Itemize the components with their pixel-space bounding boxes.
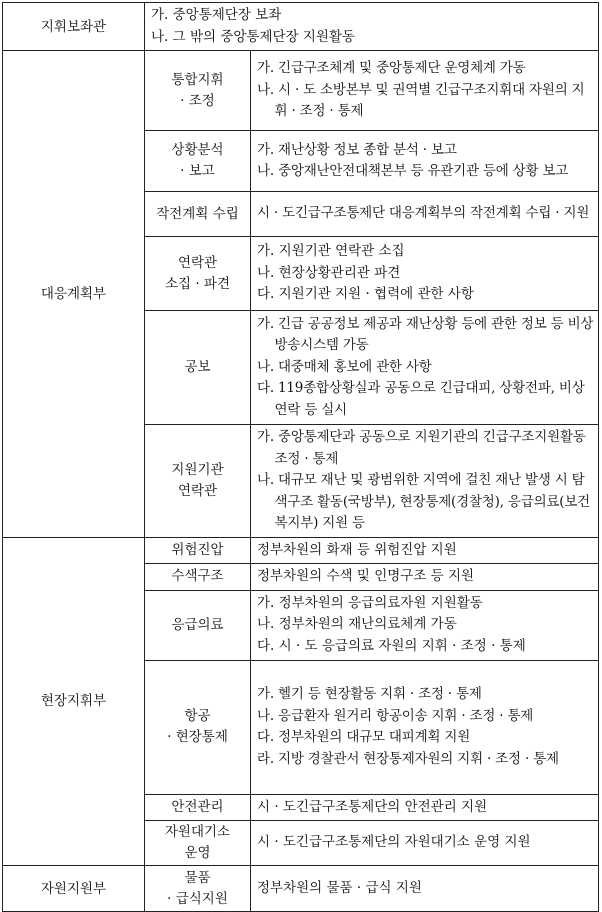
team-cell: 공보 [145, 311, 251, 425]
team-cell: 안전관리 [145, 794, 251, 821]
team-cell: 항공 · 현장통제 [145, 660, 251, 794]
table-row [3, 866, 599, 912]
team-cell: 통합지휘 · 조정 [145, 51, 251, 131]
task-item: 정부차원의 물품 · 급식 지원 [257, 879, 422, 896]
task-item: 시 · 도긴급구조통제단의 안전관리 지원 [257, 798, 488, 815]
task-cell [251, 660, 599, 794]
task-item: 정부차원의 수색 및 인명구조 등 지원 [257, 568, 475, 584]
team-cell: 상황분석 · 보고 [145, 131, 251, 192]
task-item: 가. 지원기관 연락관 소집 [257, 243, 405, 260]
task-cell [251, 590, 599, 660]
table-row [3, 3, 599, 51]
task-item: 나. 중앙재난안전대책본부 등 유관기관 등에 상황 보고 [257, 163, 569, 179]
task-cell [251, 537, 599, 564]
task-item: 라. 지방 경찰관서 현장통제자원의 지휘 · 조정 · 통제 [257, 750, 559, 767]
table-row [3, 51, 599, 131]
task-item: 시 · 도긴급구조통제단의 자원대기소 운영 지원 [257, 834, 531, 851]
team-cell: 수색구조 [145, 564, 251, 591]
department-cell: 자원지원부 [3, 866, 145, 912]
organization-duties-table [2, 2, 599, 912]
table-row [3, 537, 599, 564]
team-cell: 물품 · 급식지원 [145, 866, 251, 912]
team-cell: 응급의료 [145, 590, 251, 660]
task-item: 다. 지원기관 지원 · 협력에 관한 사항 [257, 286, 474, 303]
department-cell: 지휘보좌관 [3, 3, 145, 51]
team-cell: 작전계획 수립 [145, 192, 251, 237]
team-cell: 자원대기소 운영 [145, 821, 251, 866]
task-cell [251, 311, 599, 425]
task-item: 다. 시 · 도 응급의료 자원의 지휘 · 조정 · 통제 [257, 637, 526, 654]
team-cell: 위험진압 [145, 537, 251, 564]
task-item: 정부차원의 화재 등 위험진압 지원 [257, 541, 457, 558]
task-cell [251, 866, 599, 912]
task-cell [251, 564, 599, 591]
task-cell [251, 51, 599, 131]
task-item: 나. 응급환자 원거리 항공이송 지휘 · 조정 · 통제 [257, 707, 534, 724]
task-item: 나. 대규모 재난 및 광범위한 지역에 걸친 재난 발생 시 탐색구조 활동(국방부), 현장통제(경찰청), 응급의료(보건복지부) 지원 등 [257, 472, 590, 531]
task-cell [251, 131, 599, 192]
task-cell [145, 3, 599, 51]
task-item: 나. 그 밖의 중앙통제단장 지원활동 [151, 28, 356, 45]
task-item: 가. 중앙통제단장 보좌 [151, 7, 282, 23]
task-item: 가. 중앙통제단과 공동으로 지원기관의 긴급구조지원활동 조정 · 통제 [257, 429, 586, 467]
task-item: 다. 정부차원의 대규모 대피계획 지원 [257, 729, 471, 745]
task-cell [251, 192, 599, 237]
task-cell [251, 425, 599, 538]
task-item: 나. 현장상황관리관 파견 [257, 264, 401, 281]
task-item: 가. 정부차원의 응급의료자원 지원활동 [257, 594, 483, 611]
team-cell: 지원기관 연락관 [145, 425, 251, 538]
task-item: 다. 119종합상황실과 공동으로 긴급대피, 상황전파, 비상연락 등 실시 [257, 380, 585, 418]
task-item: 나. 정부차원의 재난의료체계 가동 [257, 616, 457, 633]
department-cell: 대응계획부 [3, 51, 145, 538]
task-cell [251, 821, 599, 866]
department-cell: 현장지휘부 [3, 537, 145, 866]
task-cell [251, 237, 599, 311]
task-cell [251, 794, 599, 821]
team-cell: 연락관 소집 · 파견 [145, 237, 251, 311]
task-item: 가. 재난상황 정보 종합 분석 · 보고 [257, 141, 457, 158]
task-item: 가. 긴급구조체계 및 중앙통제단 운영체계 가동 [257, 60, 526, 77]
task-item: 시 · 도긴급구조통제단 대응계획부의 작전계획 수립 · 지원 [257, 205, 590, 222]
task-item: 나. 대중매체 홍보에 관한 사항 [257, 358, 432, 375]
task-item: 가. 헬기 등 현장활동 지휘 · 조정 · 통제 [257, 686, 482, 702]
task-item: 가. 긴급 공공정보 제공과 재난상황 등에 관한 정보 등 비상방송시스템 가동 [257, 315, 594, 354]
task-item: 나. 시 · 도 소방본부 및 권역별 긴급구조지휘대 자원의 지휘 · 조정 · 통제 [257, 81, 585, 120]
